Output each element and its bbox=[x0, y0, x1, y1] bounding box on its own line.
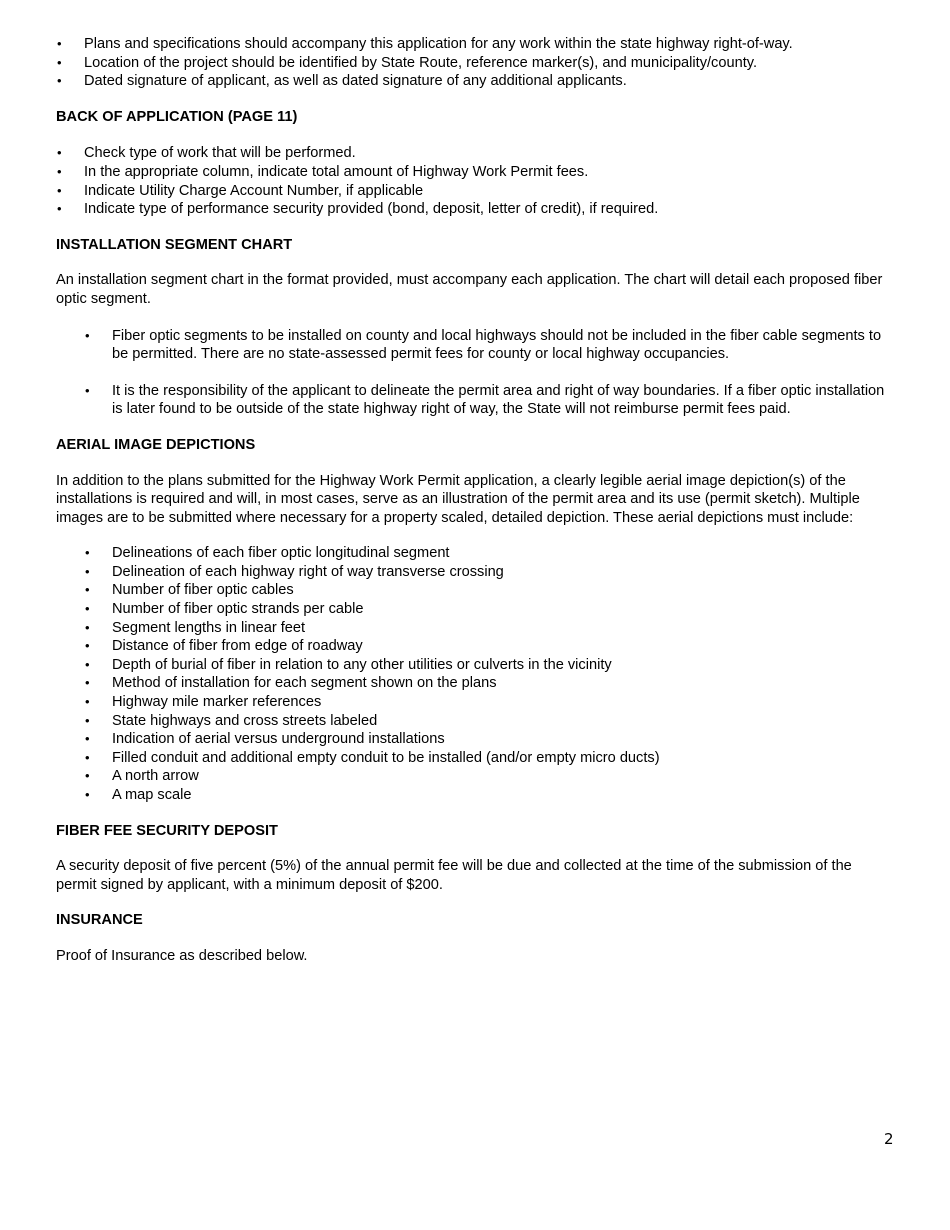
list-item: • Fiber optic segments to be installed on county and local highways should not be included in the fiber cable segments to be permitted. There are no state-assessed permit fees for county or local highway occupancies. bbox=[84, 327, 886, 364]
section-heading-fiber-fee-security-deposit: FIBER FEE SECURITY DEPOSIT bbox=[56, 822, 278, 839]
list-item: • Delineations of each fiber optic longitudinal segment bbox=[84, 544, 886, 563]
list-item: • In the appropriate column, indicate total amount of Highway Work Permit fees. bbox=[56, 163, 886, 182]
list-item: • A north arrow bbox=[84, 767, 886, 786]
list-item: • Delineation of each highway right of way transverse crossing bbox=[84, 563, 886, 582]
list-item: • A map scale bbox=[84, 786, 886, 805]
aerial-image-paragraph: In addition to the plans submitted for the Highway Work Permit application, a clearly legible aerial image depiction(s) of the installations is required and will, in most cases, serve as an illustration of the permit area and its use (permit sketch). Multiple images are to be submitted where necessary for a property scaled, detailed depiction. These aerial depictions must include: bbox=[56, 472, 860, 526]
document-page bbox=[56, 35, 886, 966]
list-item: • Plans and specifications should accompany this application for any work within the state highway right-of-way. bbox=[56, 35, 886, 54]
list-item: • Indicate Utility Charge Account Number, if applicable bbox=[56, 182, 886, 201]
installation-segment-list bbox=[56, 327, 886, 419]
fiber-fee-security-deposit-paragraph: A security deposit of five percent (5%) of the annual permit fee will be due and collected at the time of the submission of the permit signed by applicant, with a minimum deposit of $200. bbox=[56, 858, 852, 893]
aerial-image-list bbox=[56, 544, 886, 804]
list-item: • Location of the project should be identified by State Route, reference marker(s), and municipality/county. bbox=[56, 54, 886, 73]
section-heading-insurance: INSURANCE bbox=[56, 912, 143, 929]
list-item: • Filled conduit and additional empty conduit to be installed (and/or empty micro ducts) bbox=[84, 749, 886, 768]
list-item: • Highway mile marker references bbox=[84, 693, 886, 712]
list-item: • State highways and cross streets labeled bbox=[84, 712, 886, 731]
list-item: • It is the responsibility of the applicant to delineate the permit area and right of way boundaries. If a fiber optic installation is later found to be outside of the state highway right of way, the State will not reimburse permit fees paid. bbox=[84, 382, 886, 419]
installation-segment-paragraph: An installation segment chart in the format provided, must accompany each application. The chart will detail each proposed fiber optic segment. bbox=[56, 272, 883, 307]
section-heading-back-of-application: BACK OF APPLICATION (PAGE 11) bbox=[56, 108, 298, 125]
list-item: • Method of installation for each segment shown on the plans bbox=[84, 674, 886, 693]
insurance-paragraph: Proof of Insurance as described below. bbox=[56, 947, 308, 964]
back-of-application-list bbox=[56, 144, 886, 218]
list-item: • Dated signature of applicant, as well as dated signature of any additional applicants. bbox=[56, 72, 886, 91]
section-heading-aerial-image-depictions: AERIAL IMAGE DEPICTIONS bbox=[56, 436, 256, 453]
page-number: 2 bbox=[884, 1130, 894, 1148]
list-item: • Indicate type of performance security provided (bond, deposit, letter of credit), if required. bbox=[56, 200, 886, 219]
list-item: • Number of fiber optic strands per cable bbox=[84, 600, 886, 619]
list-item: • Number of fiber optic cables bbox=[84, 581, 886, 600]
list-item: • Segment lengths in linear feet bbox=[84, 619, 886, 638]
list-item: • Depth of burial of fiber in relation to any other utilities or culverts in the vicinity bbox=[84, 656, 886, 675]
list-item: • Distance of fiber from edge of roadway bbox=[84, 637, 886, 656]
top-bullet-list bbox=[56, 35, 886, 91]
list-item: • Check type of work that will be performed. bbox=[56, 144, 886, 163]
section-heading-installation-segment-chart: INSTALLATION SEGMENT CHART bbox=[56, 236, 293, 253]
list-item: • Indication of aerial versus underground installations bbox=[84, 730, 886, 749]
